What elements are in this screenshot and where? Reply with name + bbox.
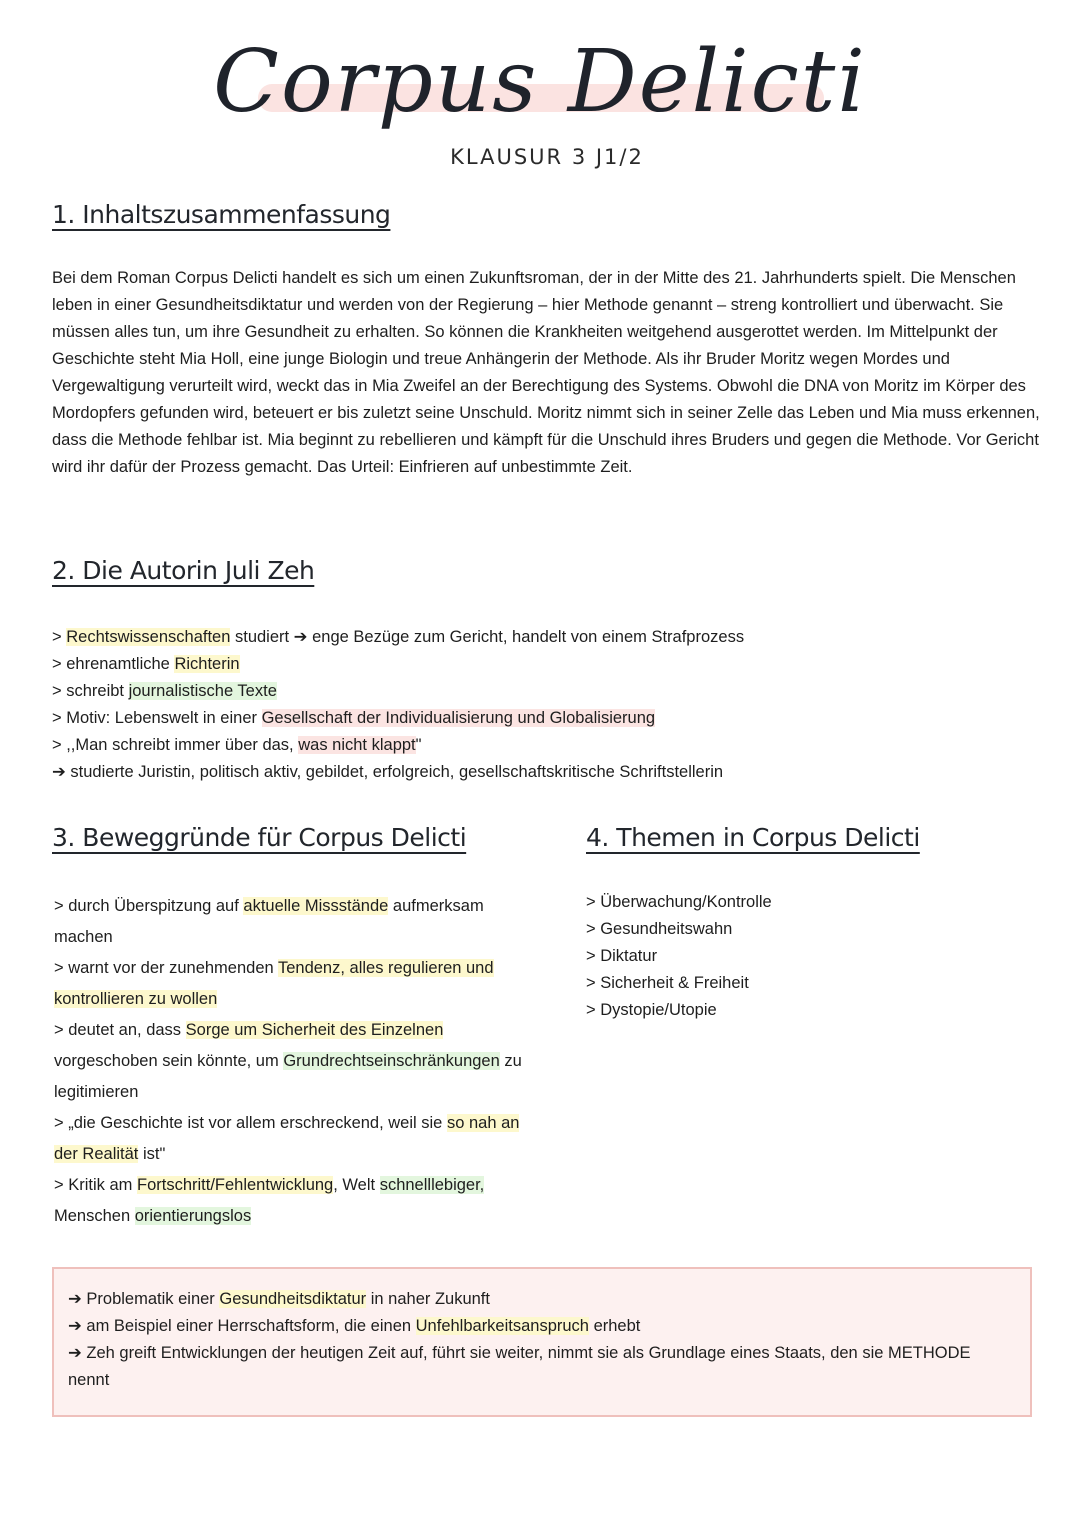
list-item: > Dystopie/Utopie xyxy=(586,1001,717,1019)
conclusion-line: ➔ am Beispiel einer Herrschaftsform, die einen Unfehlbarkeitsanspruch erhebt xyxy=(68,1317,641,1335)
list-item: > Kritik am Fortschritt/Fehlentwicklung, Welt schnelllebiger, Menschen orientierungslos xyxy=(54,1176,485,1225)
list-item: > „die Geschichte ist vor allem erschreckend, weil sie so nah an der Realität ist" xyxy=(54,1114,520,1163)
list-item: > Motiv: Lebenswelt in einer Gesellschaft der Individualisierung und Globalisierung xyxy=(52,709,656,727)
conclusion-box xyxy=(52,1267,1032,1417)
section-heading-motives: 3. Beweggründe für Corpus Delicti xyxy=(52,823,467,852)
title-area xyxy=(0,22,1080,142)
motives-list xyxy=(54,891,544,1232)
section-heading-summary: 1. Inhaltszusammenfassung xyxy=(52,200,391,229)
list-item: > Diktatur xyxy=(586,947,658,965)
page-title: Corpus Delicti xyxy=(213,32,867,132)
page-subtitle: KLAUSUR 3 J1/2 xyxy=(450,145,644,169)
list-item: > warnt vor der zunehmenden Tendenz, alles regulieren und kontrollieren zu wollen xyxy=(54,959,494,1008)
section-heading-themes: 4. Themen in Corpus Delicti xyxy=(586,823,920,852)
list-item: > Rechtswissenschaften studiert ➔ enge Bezüge zum Gericht, handelt von einem Strafprozess xyxy=(52,628,745,646)
list-item: > deutet an, dass Sorge um Sicherheit des Einzelnen vorgeschoben sein könnte, um Grundrechtseinschränkungen zu legitimieren xyxy=(54,1021,522,1101)
conclusion-line: ➔ Zeh greift Entwicklungen der heutigen Zeit auf, führt sie weiter, nimmt sie als Grundlage eines Staats, den sie METHODE nennt xyxy=(68,1344,971,1389)
list-item: > durch Überspitzung auf aktuelle Missstände aufmerksam machen xyxy=(54,897,484,946)
section-heading-author: 2. Die Autorin Juli Zeh xyxy=(52,556,315,585)
themes-list xyxy=(586,889,772,1024)
list-item: > Überwachung/Kontrolle xyxy=(586,893,772,911)
list-item: > ehrenamtliche Richterin xyxy=(52,655,240,673)
list-item: ➔ studierte Juristin, politisch aktiv, gebildet, erfolgreich, gesellschaftskritische Schriftstellerin xyxy=(52,763,724,781)
author-list xyxy=(52,624,744,786)
list-item: > ,,Man schreibt immer über das, was nicht klappt" xyxy=(52,736,422,754)
list-item: > Gesundheitswahn xyxy=(586,920,733,938)
conclusion-line: ➔ Problematik einer Gesundheitsdiktatur in naher Zukunft xyxy=(68,1290,490,1308)
list-item: > Sicherheit & Freiheit xyxy=(586,974,749,992)
list-item: > schreibt journalistische Texte xyxy=(52,682,277,700)
summary-paragraph: Bei dem Roman Corpus Delicti handelt es sich um einen Zukunftsroman, der in der Mitte des 21. Jahrhunderts spielt. Die Menschen leben in einer Gesundheitsdiktatur und werden von der Regierung – hier Methode genannt – streng kontrolliert und überwacht. Sie müssen alles tun, um ihre Gesundheit zu erhalten. So können die Krankheiten weitgehend ausgerottet werden. Im Mittelpunkt der Geschichte steht Mia Holl, eine junge Biologin und treue Anhängerin der Methode. Als ihr Bruder Moritz wegen Mordes und Vergewaltigung verurteilt wird, weckt das in Mia Zweifel an der Berechtigung des Systems. Obwohl die DNA von Moritz im Körper des Mordopfers gefunden wird, beteuert er bis zuletzt seine Unschuld. Moritz nimmt sich in seiner Zelle das Leben und Mia muss erkennen, dass die Methode fehlbar ist. Mia beginnt zu rebellieren und kämpft für die Unschuld ihres Bruders und gegen die Methode. Vor Gericht wird ihr dafür der Prozess gemacht. Das Urteil: Einfrieren auf unbestimmte Zeit. xyxy=(52,269,1040,476)
